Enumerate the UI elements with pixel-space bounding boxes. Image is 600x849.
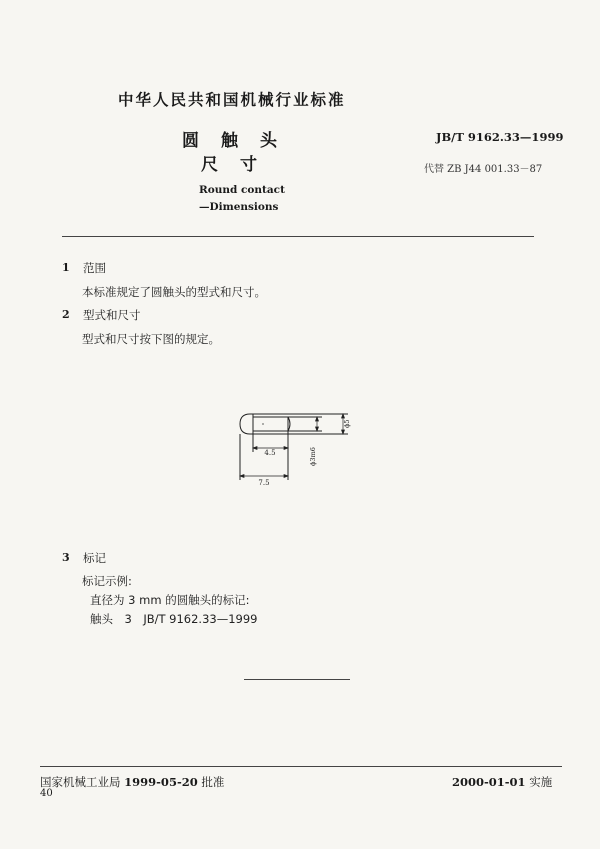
contact-shank [253,417,288,431]
subtitle-en: —Dimensions [199,201,279,213]
issuer: 国家机械工业局 [40,775,121,789]
section-1-title: 范围 [83,261,106,275]
title-cn: 圆触头 [182,131,299,151]
footer-divider [40,766,562,767]
document-number: JB/T 9162.33—1999 [436,130,564,144]
marking-example-label: 标记示例: [82,574,132,588]
section-2-title: 型式和尺寸 [83,308,141,322]
section-1-number: 1 [62,261,70,274]
dim-shank-diameter: ϕ3m6 [309,447,317,466]
subtitle-cn: 尺寸 [201,155,279,175]
section-2-number: 2 [62,308,70,321]
contact-head [240,414,253,434]
section-3-number: 3 [62,551,70,564]
title-en: Round contact [199,184,285,196]
dim-head-diameter: ϕ5 [343,419,351,428]
standard-title: 中华人民共和国机械行业标准 [118,91,346,109]
end-rule [244,679,350,680]
marking-example-code: 触头 3 JB/T 9162.33—1999 [90,612,258,626]
header-divider [62,236,534,237]
impl-date: 2000-01-01 [452,775,526,789]
marking-example-desc: 直径为 3 mm 的圆触头的标记: [90,593,250,607]
round-contact-drawing [236,406,356,492]
impl-label: 实施 [529,775,553,789]
approve-label: 批准 [201,775,225,789]
dim-shank-length: 4.5 [264,449,276,457]
approval-info [40,774,224,790]
page-number: 40 [40,788,53,799]
replaces-note: 代替 ZB J44 001.33－87 [424,164,543,175]
section-1-text: 本标准规定了圆触头的型式和尺寸。 [82,285,266,299]
section-2-text: 型式和尺寸按下图的规定。 [82,332,220,346]
title-en-block [199,182,285,216]
dim-total-length: 7.5 [258,479,270,487]
section-3-title: 标记 [83,551,106,565]
implementation-info [452,774,552,790]
approve-date: 1999-05-20 [124,775,198,789]
